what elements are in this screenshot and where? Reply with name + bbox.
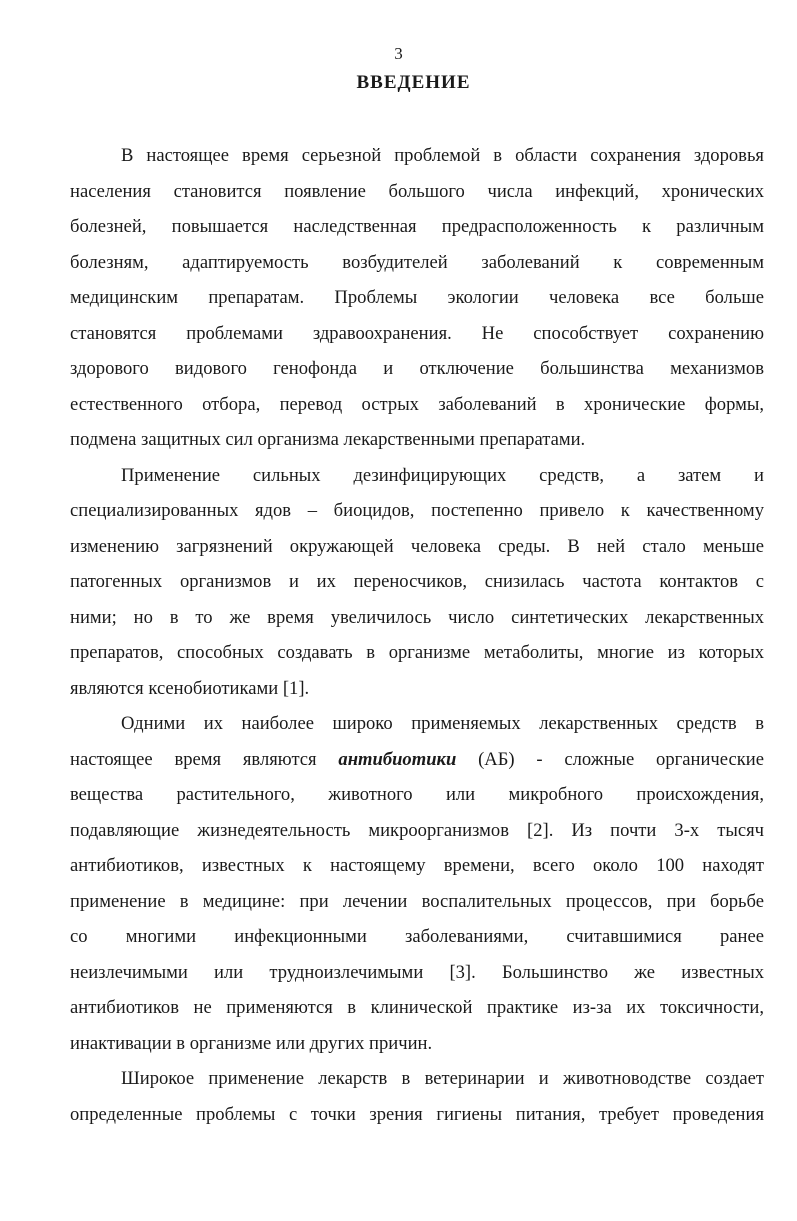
emphasized-term: антибиотики — [338, 748, 457, 770]
paragraph-line: препаратов, способных создавать в организме метаболиты, многие из которых — [70, 642, 764, 663]
paragraph-line: антибиотиков, известных к настоящему времени, всего около 100 находят — [70, 855, 764, 876]
paragraph-line: В настоящее время серьезной проблемой в области сохранения здоровья — [121, 145, 764, 166]
paragraph-line: подавляющие жизнедеятельность микроорганизмов [2]. Из почти 3-х тысяч — [70, 819, 764, 841]
paragraph-line: вещества растительного, животного или микробного происхождения, — [70, 784, 764, 805]
line-segment: (АБ) - сложные органические — [456, 748, 764, 770]
paragraph-line: здорового видового генофонда и отключение большинства механизмов — [70, 358, 764, 379]
paragraph-line-with-term — [70, 742, 764, 778]
paragraph-2 — [70, 458, 764, 707]
line-segment: настоящее время являются — [70, 748, 339, 770]
paragraph-line: являются ксенобиотиками [1]. — [70, 677, 310, 699]
paragraph-line: изменению загрязнений окружающей человека среды. В ней стало меньше — [70, 535, 764, 557]
paragraph-line: естественного отбора, перевод острых заболеваний в хронические формы, — [70, 393, 764, 415]
paragraph-line: ними; но в то же время увеличилось число синтетических лекарственных — [70, 606, 764, 628]
paragraph-line: применение в медицине: при лечении воспалительных процессов, при борьбе — [70, 890, 764, 912]
paragraph-line: Применение сильных дезинфицирующих средств, а затем и — [121, 464, 764, 486]
paragraph-line: болезней, повышается наследственная предрасположенность к различным — [70, 216, 764, 237]
paragraph-line: становятся проблемами здравоохранения. Не способствует сохранению — [70, 322, 764, 344]
paragraph-line: патогенных организмов и их переносчиков, снизилась частота контактов с — [70, 571, 764, 592]
paragraph-line: населения становится появление большого числа инфекций, хронических — [70, 180, 764, 202]
paragraph-line: болезням, адаптируемость возбудителей заболеваний к современным — [70, 251, 764, 273]
document-body — [70, 138, 764, 1132]
paragraph-line: специализированных ядов – биоцидов, постепенно привело к качественному — [70, 500, 764, 521]
paragraph-line: антибиотиков не применяются в клинической практике из-за их токсичности, — [70, 997, 764, 1018]
paragraph-line: медицинским препаратам. Проблемы экологии человека все больше — [70, 287, 764, 308]
paragraph-line: подмена защитных сил организма лекарственными препаратами. — [70, 429, 586, 450]
page-number: 3 — [394, 44, 403, 63]
paragraph-line: со многими инфекционными заболеваниями, считавшимися ранее — [70, 926, 764, 947]
paragraph-3 — [70, 706, 764, 1061]
paragraph-line: определенные проблемы с точки зрения гигиены питания, требует проведения — [70, 1103, 764, 1125]
paragraph-1 — [70, 138, 764, 458]
paragraph-line: неизлечимыми или трудноизлечимыми [3]. Большинство же известных — [70, 961, 764, 983]
paragraph-4 — [70, 1061, 764, 1132]
paragraph-line: Одними их наиболее широко применяемых лекарственных средств в — [121, 713, 764, 734]
paragraph-line: Широкое применение лекарств в ветеринарии и животноводстве создает — [121, 1068, 764, 1089]
paragraph-line: инактивации в организме или других причин. — [70, 1032, 433, 1054]
page-title: ВВЕДЕНИЕ — [356, 72, 471, 93]
